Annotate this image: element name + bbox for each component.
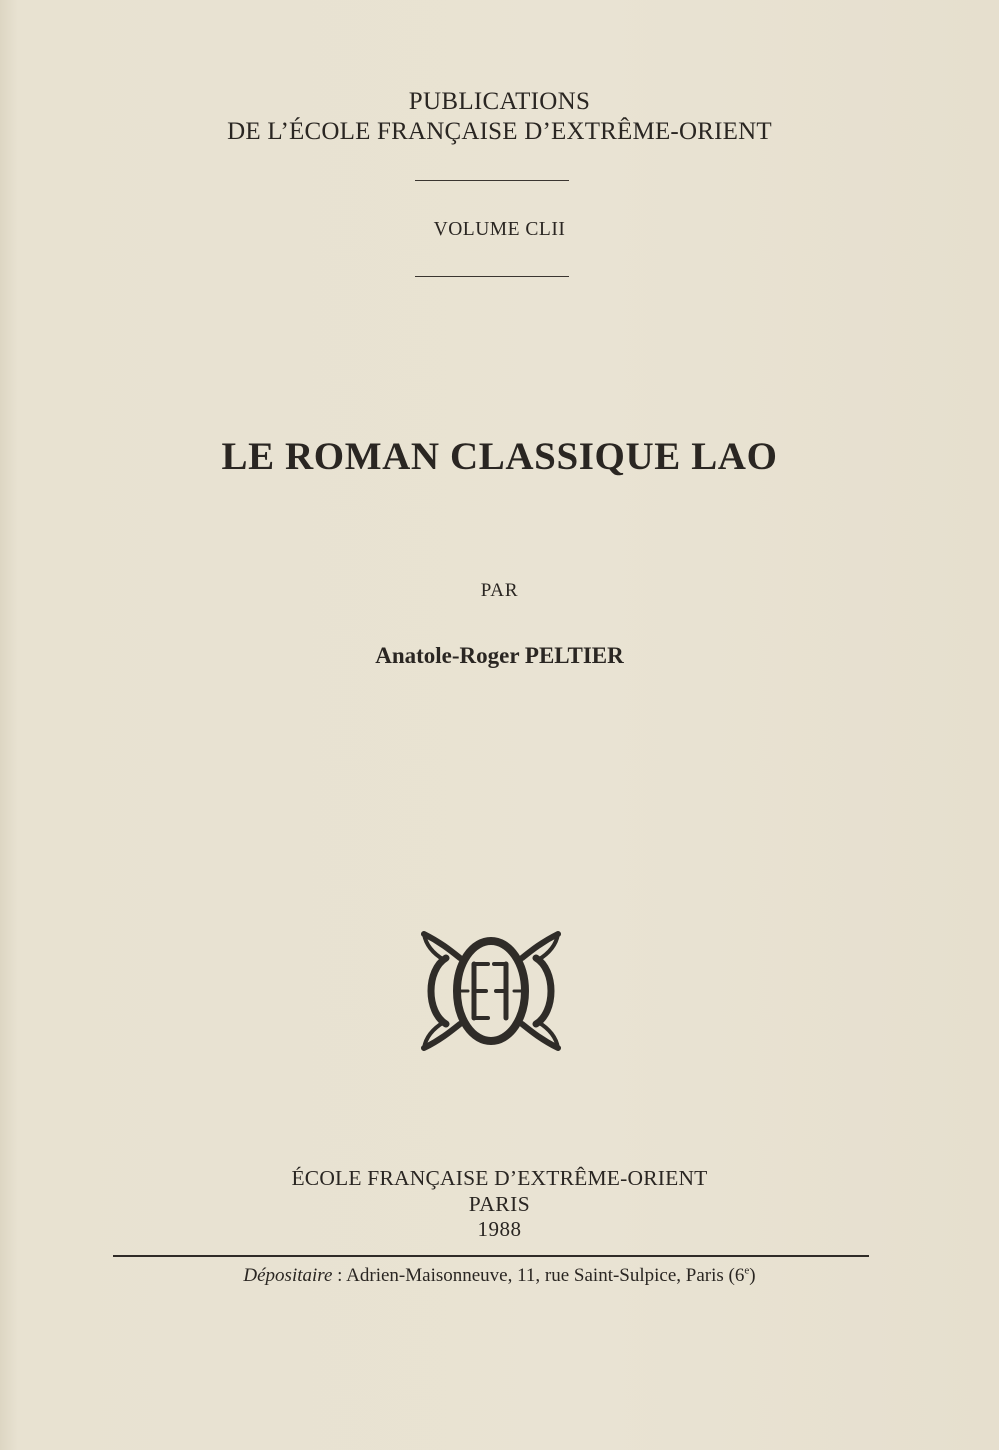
depositary-address: Adrien-Maisonneuve, 11, rue Saint-Sulpice, Paris (6 (346, 1265, 745, 1286)
author-name: Anatole-Roger PELTIER (375, 643, 624, 668)
book-title: LE ROMAN CLASSIQUE LAO (221, 435, 778, 478)
depositary-separator: : (332, 1265, 347, 1286)
depositary-line (0, 1265, 999, 1287)
divider-bottom (415, 276, 569, 277)
divider-top (415, 180, 569, 181)
publisher-name: ÉCOLE FRANÇAISE D’EXTRÊME-ORIENT (291, 1166, 708, 1190)
publisher-city: PARIS (468, 1192, 531, 1216)
by-label: PAR (480, 580, 519, 601)
depositary-label: Dépositaire (243, 1265, 333, 1286)
footer-rule (113, 1255, 869, 1257)
depositary-close: ) (749, 1265, 756, 1286)
publication-year: 1988 (477, 1217, 522, 1241)
depositary-superscript: e (744, 1264, 750, 1277)
volume-number: VOLUME CLII (433, 219, 566, 240)
efeo-monogram-emblem-icon (420, 930, 562, 1052)
series-title-line-2: DE L’ÉCOLE FRANÇAISE D’EXTRÊME-ORIENT (227, 118, 772, 145)
series-title-line-1: PUBLICATIONS (408, 88, 591, 115)
